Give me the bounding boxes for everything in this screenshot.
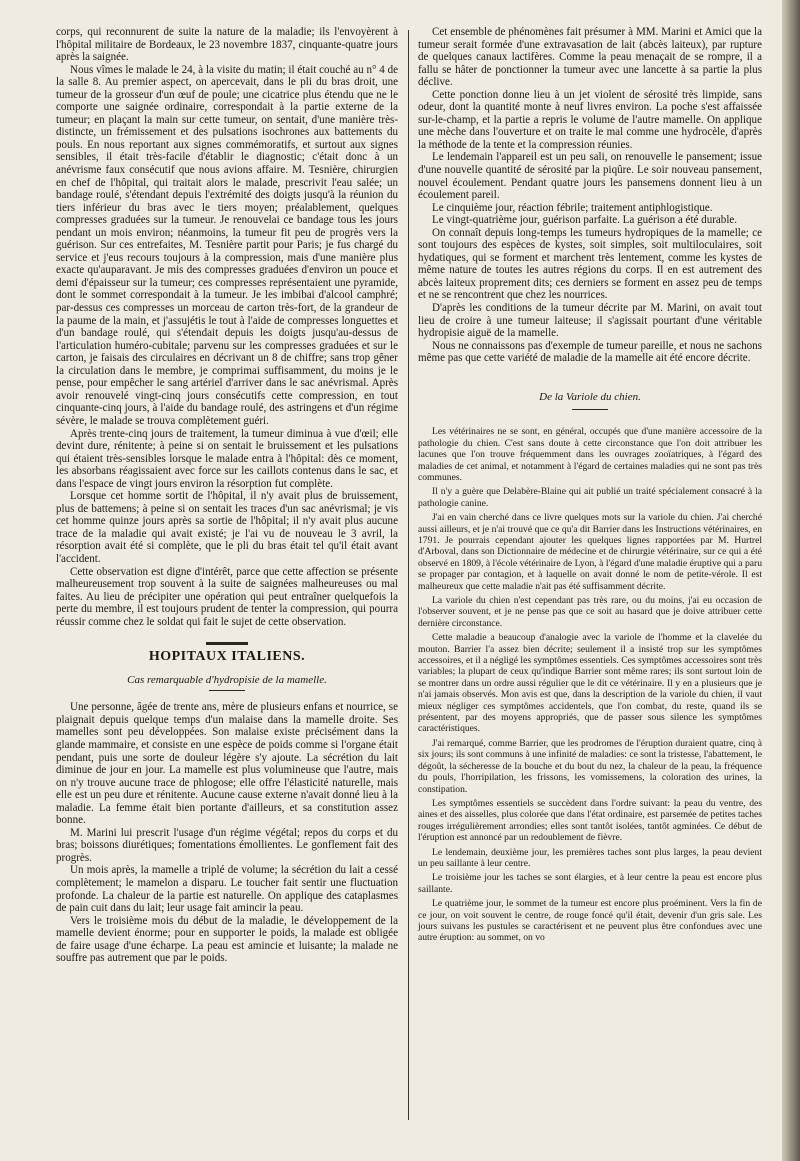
article-title: De la Variole du chien.: [539, 390, 641, 403]
paragraph: Cette observation est digne d'intérêt, parce que cette affection se présente malheureusement trop souvent à la suite de saignées malheureuses ou mal faites. Au lieu de précipiter une opération qui peut entraîner quelquefois la perte du membre, il est toujours prudent de tenter la compression, qui pourra réussir comme chez le soldat qui fait le sujet de cette observation.: [56, 565, 398, 628]
paragraph: Le cinquième jour, réaction fébrile; traitement antiphlogistique.: [432, 201, 713, 214]
paragraph: M. Marini lui prescrit l'usage d'un régime végétal; repos du corps et du bras; boissons diurétiques; fomentations émollientes. Le gonflement fait des progrès.: [56, 826, 398, 864]
paragraph: Nous ne connaissons pas d'exemple de tumeur pareille, et nous ne sachons même pas que cette variété de maladie de la mamelle ait été encore décrite.: [418, 339, 762, 365]
paragraph: Cette maladie a beaucoup d'analogie avec la variole de l'homme et la clavelée du mouton. Barrier l'a assez bien décrite; seulement il a insisté trop sur les symptômes accessoires, et il a négligé les symptômes essentiels. Ces symptômes accessoires sont très variables; la plupart de ceux qu'indique Barrier sont même rares; ils sont surtout loin de se montrer dans un ordre aussi régulier que le dit ce vétérinaire. Il y en a plusieurs que je n'ai jamais observés. Mon avis est que, dans la description de la variole du chien, il vaut mieux négliger ces symptômes accidentels, que l'on combat, du reste, quand ils se présentent, par des moyens appropriés, que de passer sous silence les symptômes caractéristiques.: [418, 632, 762, 735]
column-rule: [408, 30, 409, 1120]
divider: [209, 690, 245, 691]
paragraph: Après trente-cinq jours de traitement, la tumeur diminua à vue d'œil; elle devint dure, rénitente; à peine si on sentait le bruissement et les pulsations qui étaient très-sensibles lorsque le malade entra à l'hôpital: dès ce moment, les absorbans réagissaient avec force sur les caillots contenus dans le sac, et dans l'espace de vingt jours environ la résorption fut complète.: [56, 427, 398, 490]
paragraph: Un mois après, la mamelle a triplé de volume; la sécrétion du lait a cessé complètement; le mamelon a disparu. Le toucher fait sentir une fluctuation profonde. La chaleur de la partie est naturelle. On applique des cataplasmes de pain cuit dans du lait; leur usage fait amincir la peau.: [56, 864, 398, 915]
right-column: [418, 26, 762, 947]
section-title: HOPITAUX ITALIENS.: [148, 649, 306, 665]
paragraph: J'ai remarqué, comme Barrier, que les prodromes de l'éruption duraient quatre, cinq à six jours; ils sont communs à une infinité de maladies: ce sont la tristesse, l'abattement, le dégoût, la sécheresse de la bouche et du bout du nez, la chaleur de la peau, la fréquence du pouls, l'horripilation, les frissons, les vomissemens, la coloration des urines, la constipation.: [418, 737, 762, 795]
paragraph: Les vétérinaires ne se sont, en général, occupés que d'une manière accessoire de la pathologie du chien. C'est sans doute à cette circonstance que l'on doit attribuer les lacunes que l'on trouve fréquemment dans les ouvrages zooïatriques, à l'égard des maladies de cet animal, et notamment à l'égard de certaines maladies qui ne sont pas très communes.: [418, 426, 762, 483]
paragraph: Les symptômes essentiels se succèdent dans l'ordre suivant: la peau du ventre, des aines et des aisselles, plus colorée que dans l'état ordinaire, est parsemée de petites taches rouges irrégulièrement arrondies; elles sont tantôt isolées, tantôt agminées. Ce début de l'éruption est annoncé par un redoublement de fièvre.: [418, 797, 762, 844]
paragraph: Lorsque cet homme sortit de l'hôpital, il n'y avait plus de bruissement, plus de battemens; à peine si on sentait les traces d'un sac anévrismal; je vis cet homme quinze jours après sa sortie de l'hôpital; il n'y avait plus aucune trace de la maladie qui avait existé; je l'ai vu de nouveau le 3 avril, la résorption avait été si complète, que le pli du bras était tel qu'il était avant l'accident.: [56, 490, 398, 565]
divider: [206, 642, 248, 645]
paragraph: Vers le troisième mois du début de la maladie, le développement de la mamelle devient énorme; pour en supporter le poids, la malade est obligée de faire usage d'une écharpe. La peau est amincie et luisante; la malade ne souffre pas autrement que par le poids.: [56, 914, 398, 965]
paragraph: Cet ensemble de phénomènes fait présumer à MM. Marini et Amici que la tumeur serait formée d'une extravasation de lait (abcès laiteux), par rupture de quelques canaux lactifères. Comme la peau menaçait de se rompre, il a fallu se hâter de ponctionner la tumeur avec une lancette à sa partie la plus déclive.: [418, 26, 762, 89]
paragraph: J'ai en vain cherché dans ce livre quelques mots sur la variole du chien. J'ai cherché aussi ailleurs, et je n'ai trouvé que ce qu'a dit Barrier dans les Instructions vétérinaires, en 1791. Je pourrais cependant ajouter les quelques lignes rapportées par M. Hurtrel d'Arboval, dans son Dictionnaire de médecine et de chirurgie vétérinaire, sur ce qui a été observé en 1809, à l'école vétérinaire de Lyon, à l'égard d'une maladie éruptive qui a paru se propager par contagion, et à laquelle on avait donné le nom de petite-vérole. Il est malheureux que cette maladie n'ait pas été suffisamment décrite.: [418, 512, 762, 592]
section-header: [56, 642, 398, 691]
paragraph: D'après les conditions de la tumeur décrite par M. Marini, on avait tout lieu de croire à une tumeur laiteuse; il s'agissait pourtant d'une véritable hydropisie aiguë de la mamelle.: [418, 302, 762, 340]
page-binding-edge: [782, 0, 800, 1161]
paragraph: Il n'y a guère que Delabère-Blaine qui ait publié un traité spécialement consacré à la pathologie canine.: [418, 486, 762, 509]
paragraph: corps, qui reconnurent de suite la nature de la maladie; ils l'envoyèrent à l'hôpital militaire de Bordeaux, le 23 novembre 1837, cinquante-quatre jours après la saignée.: [56, 26, 398, 64]
divider: [572, 409, 608, 410]
paragraph: Nous vîmes le malade le 24, à la visite du matin; il était couché au n° 4 de la salle 8. Au premier aspect, on apercevait, dans le pli du bras droit, une tumeur de la grosseur d'un œuf de poule; une cicatrice plus étendu que ne le comporte une saignée ordinaire, correspondait à la partie externe de la tumeur; en plaçant la main sur cette tumeur, on sentait, d'une manière très-distincte, un frémissement et des pulsations isochrones aux battements du pouls. En nous reportant aux signes commémoratifs, et surtout aux signes sensibles, il était très-facile d'établir le diagnostic; c'était donc à un anévrisme faux consécutif que nous avions affaire. M. Tesnière, chirurgien en chef de l'hôpital, qui traitait alors le malade, prescrivit l'eau salée; un bandage roulé, s'étendant depuis l'extrémité des doigts jusqu'à la réunion du tiers inférieur du bras avec le tiers moyen; préalablement, quelques compresses graduées sur la tumeur. Je renouvelai ce bandage tous les jours pendant un mois environ; néanmoins, la tumeur fit peu de progrès vers la guérison. Sur ces entrefaites, M. Tesnière partit pour Paris; je fus chargé du service et j'eus recours toujours à la compression, mais d'une manière plus exacte qu'auparavant. Je mis des compresses graduées d'environ un pouce et demi d'épaisseur sur la tumeur; ces compresses représentaient une pyramide, dont le sommet correspondait à la tumeur. Je les imbibai d'alcool camphré; par-dessus ces compresses un morceau de carton très-fort, de la grandeur de la paume de la main, et j'assujétis le tout à l'aide de compresses longuettes et d'un bandage roulé, qui s'étendait depuis les doigts jusqu'au-dessus de l'articulation huméro-cubitale; parvenu sur les compresses graduées et sur le carton, je faisais des circulaires en décrivant un 8 de chiffre; sans trop gêner la circulation dans le membre, je comprimai suffisamment, du moins je le pense, pour empêcher le sang artériel d'arriver dans le sac anévrismal. Après avoir renouvelé vingt-cinq jours consécutifs cette compression, en tout cinquante-cinq jours, à l'aide du bandage roulé, des astringens et d'un régime sévère, le malade se trouva complètement guéri.: [56, 63, 398, 427]
paragraph: Le lendemain l'appareil est un peu sali, on renouvelle le pansement; issue d'une nouvelle quantité de sérosité par la piqûre. Le soir nouveau pansement, nouvel écoulement. Pendant quatre jours les pansemens donnent lieu à un écoulement pareil.: [418, 151, 762, 202]
article-body: [418, 426, 762, 943]
paragraph: Le vingt-quatrième jour, guérison parfaite. La guérison a été durable.: [432, 214, 738, 227]
paragraph: Le lendemain, deuxième jour, les premières taches sont plus larges, la peau devient un peu saillante à leur centre.: [418, 846, 762, 869]
article-subtitle: Cas remarquable d'hydropisie de la mamelle.: [127, 673, 327, 686]
paragraph: La variole du chien n'est cependant pas très rare, ou du moins, j'ai eu occasion de l'observer souvent, et je ne pense pas que ce soit au hasard que je doive attribuer cette dernière circonstance.: [418, 595, 762, 629]
paragraph: Le troisième jour les taches se sont élargies, et à leur centre la peau est encore plus saillante.: [418, 872, 762, 895]
left-column: [56, 26, 398, 965]
paragraph: Cette ponction donne lieu à un jet violent de sérosité très limpide, sans odeur, dont la quantité monte à neuf livres environ. La poche s'est affaissée sur-le-champ, et la partie a repris le volume de l'autre mamelle. On applique une mèche dans l'ouverture et on traite le mal comme une hydrocèle, d'après la méthode de la tente et la compression réunies.: [418, 88, 762, 151]
paragraph: Une personne, âgée de trente ans, mère de plusieurs enfans et nourrice, se plaignait depuis quelque temps d'un malaise dans la mamelle droite. Ses mamelles sont peu développées. Son malaise existe précisément dans la glande mammaire, et consiste en une espèce de poids comme si l'organe était pendant, puis une sorte de douleur légère s'y ajoute. La sécrétion du lait diminue de jour en jour. La mamelle est plus volumineuse que l'autre, mais on n'y trouve aucune trace de phlogose; elle offre l'élasticité naturelle, mais elle est un peu dure et rénitente. Aucune cause externe n'avait donné lieu à la maladie. La femme était bien portante d'ailleurs, et sa constitution assez bonne.: [56, 701, 398, 827]
paragraph: Le quatrième jour, le sommet de la tumeur est encore plus proéminent. Vers la fin de ce jour, on voit souvent le centre, de rouge foncé qu'il était, devenir d'un gris sale. Les jours suivans les pustules se caractérisent et ne peuvent plus être confondues avec une autre éruption: au sommet, on vo: [418, 898, 762, 944]
paragraph: On connaît depuis long-temps les tumeurs hydropiques de la mamelle; ce sont toujours des espèces de kystes, soit simples, soit multiloculaires, soit hydatiques, qui se forment et marchent très lentement, comme les kystes de même nature de toutes les autres régions du corps. Il en est autrement des abcès laiteux proprement dits; ces derniers se forment en assez peu de temps et ne se rencontrent que chez les nourrices.: [418, 226, 762, 302]
